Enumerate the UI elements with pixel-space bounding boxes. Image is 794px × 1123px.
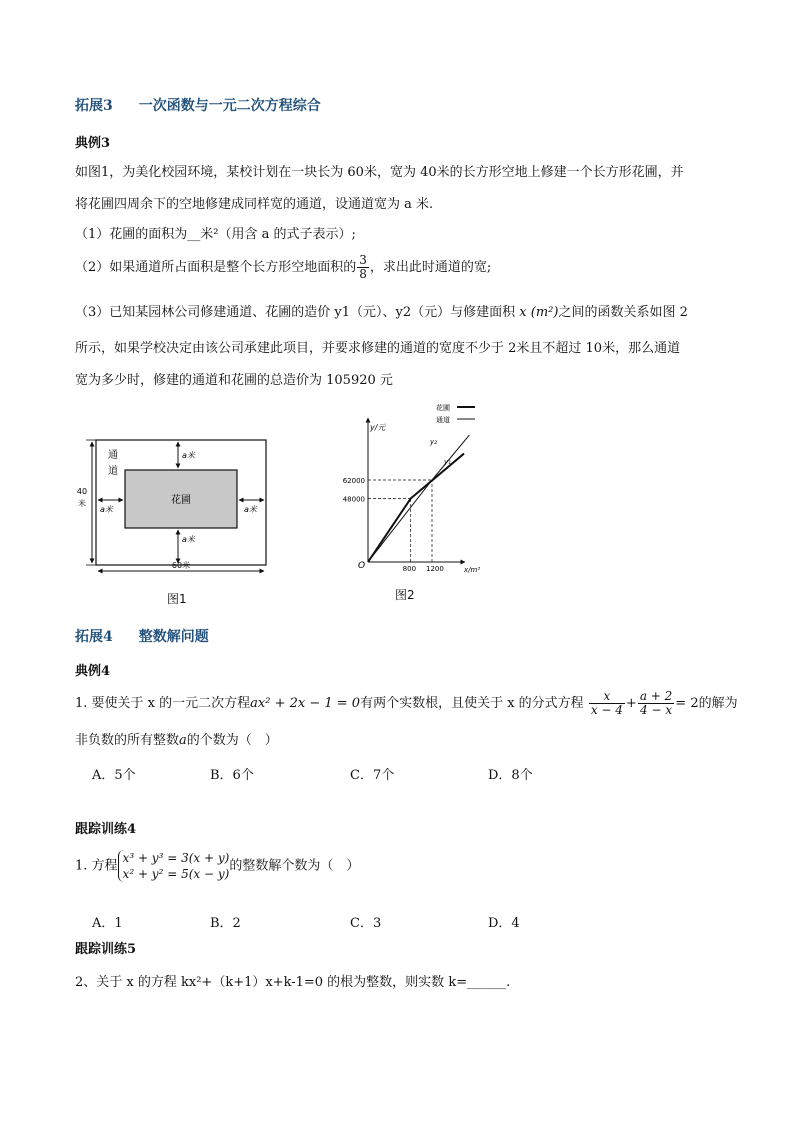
figure-1-caption: 图1 bbox=[167, 592, 187, 606]
fraction-3-8: $\frac{3}{8}$ bbox=[359, 253, 367, 281]
question-2-text-end: ，求出此时通道的宽; bbox=[369, 260, 492, 275]
section-title-4: 拓展4 整数解问题 bbox=[75, 629, 209, 645]
training-5-title: 跟踪训练5 bbox=[75, 942, 137, 957]
example-3-title: 典例3 bbox=[75, 136, 111, 151]
fraction-x-over-x-minus-4: $\frac{x}{x - 4}$ bbox=[590, 689, 623, 717]
section-topic: 一次函数与一元二次方程综合 bbox=[138, 98, 321, 114]
series-label-y1: y₁ bbox=[444, 458, 451, 466]
question-3-line3: 宽为多少时，修建的通道和花圃的总造价为 105920 元 bbox=[75, 373, 393, 388]
origin-label: O bbox=[358, 561, 366, 571]
figure-1-diagram bbox=[70, 430, 275, 580]
question-2 bbox=[75, 254, 491, 281]
example-4-question-line1: 1. 要使关于 x 的一元二次方程ax² + 2x − 1 = 0有两个实数根，且使关于 x 的分式方程 $\frac{x}{x - 4}$ + $\frac{a + 2}{4 - x}$ = 2的解为 bbox=[75, 689, 738, 717]
width-label: 60米 bbox=[171, 561, 191, 570]
example-3-intro-line2: 将花圃四周余下的空地修建成同样宽的通道，设通道宽为 a 米. bbox=[75, 197, 434, 212]
section-title-3 bbox=[75, 95, 321, 115]
training-4-question: 1. 方程 x³ + y³ = 3(x + y) x² + y² = 5(x − y) 的整数解个数为（ ） bbox=[75, 851, 360, 881]
example-4-title: 典例4 bbox=[75, 664, 111, 679]
series-line-y2 bbox=[368, 454, 464, 562]
series-label-y2: y₂ bbox=[430, 438, 437, 446]
legend-label-garden: 花圃 bbox=[436, 404, 450, 412]
a-label-right: a米 bbox=[244, 505, 257, 514]
figure-2-caption: 图2 bbox=[395, 588, 415, 602]
training-5-question: 2、关于 x 的方程 kx²+（k+1）x+k-1=0 的根为整数，则实数 k=______. bbox=[75, 975, 511, 990]
y-axis-label: y/元 bbox=[370, 423, 386, 432]
training-4-choice-b[interactable]: B．2 bbox=[210, 916, 241, 931]
question-2-text: （2）如果通道所占面积是整个长方形空地面积的 bbox=[75, 260, 357, 275]
question-3-line2: 所示，如果学校决定由该公司承建此项目，并要求修建的通道的宽度不少于 2米且不超过 10米，那么通道 bbox=[75, 341, 681, 356]
choice-a[interactable]: A．5个 bbox=[92, 768, 136, 783]
choice-c[interactable]: C．7个 bbox=[350, 768, 395, 783]
quadratic-equation: ax² + 2x − 1 = 0 bbox=[250, 696, 361, 711]
example-3-intro-line1: 如图1，为美化校园环境，某校计划在一块长为 60米，宽为 40米的长方形空地上修建一个长方形花圃，并 bbox=[75, 165, 684, 180]
x-axis-label: x/m² bbox=[464, 566, 481, 574]
question-3-line1: （3）已知某园林公司修建通道、花圃的造价 y1（元）、y2（元）与修建面积 x (m²)之间的函数关系如图 2 bbox=[75, 305, 688, 320]
garden-label: 花圃 bbox=[171, 495, 191, 506]
path-label-2: 道 bbox=[108, 466, 118, 477]
question-1: （1）花圃的面积为__米²（用含 a 的式子表示）; bbox=[75, 227, 356, 242]
training-4-choice-a[interactable]: A．1 bbox=[92, 916, 123, 931]
example-4-question-line2: 非负数的所有整数a的个数为（ ） bbox=[75, 733, 278, 748]
choice-b[interactable]: B．6个 bbox=[210, 768, 254, 783]
fraction-a-plus-2: $\frac{a + 2}{4 - x}$ bbox=[639, 689, 673, 717]
height-label-1: 40 bbox=[76, 487, 88, 496]
training-4-choice-c[interactable]: C．3 bbox=[350, 916, 382, 931]
a-label-top: a米 bbox=[182, 451, 195, 460]
height-label-2: 米 bbox=[78, 499, 86, 508]
path-label-1: 通 bbox=[108, 450, 118, 461]
section-label: 拓展3 bbox=[75, 98, 113, 114]
legend-label-path: 通道 bbox=[436, 416, 450, 424]
a-label-left: a米 bbox=[100, 505, 113, 514]
x-tick-label-0: 800 bbox=[402, 565, 417, 573]
a-label-bottom: a米 bbox=[182, 535, 195, 544]
figure-2-chart bbox=[330, 400, 490, 580]
training-4-title: 跟踪训练4 bbox=[75, 822, 137, 837]
y-tick-label-1: 62000 bbox=[342, 477, 365, 485]
x-tick-label-1: 1200 bbox=[426, 565, 444, 573]
equation-system: x³ + y³ = 3(x + y) x² + y² = 5(x − y) bbox=[118, 850, 230, 882]
choice-d[interactable]: D．8个 bbox=[488, 768, 533, 783]
y-tick-label-0: 48000 bbox=[342, 495, 365, 504]
training-4-choice-d[interactable]: D．4 bbox=[488, 916, 520, 931]
